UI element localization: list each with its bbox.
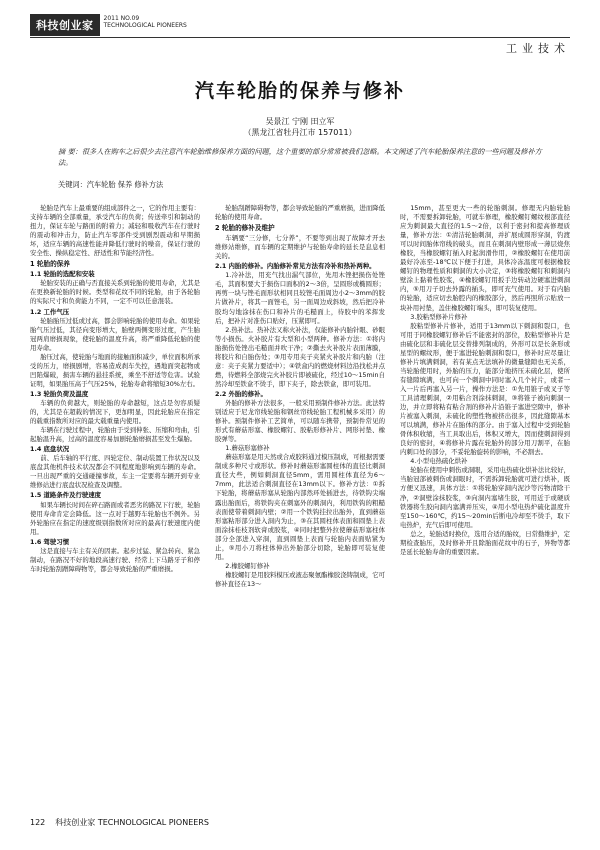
section-heading: 1.4 底盘状况: [30, 445, 70, 454]
paragraph: 蘑菇形塞是用天然或合成胶料通过模压制成，可根据需要制成多种尺寸或形状。修补时蘑菇形塞圆柱体的直径比刺洞直径大些，例如刺洞直径5mm，需用圆柱体直径为6～7mm，此法适合刺洞直径在13mm以下。修补方法：①拆下轮胎，将蘑菇形塞从轮胎内部然环处插进去，待铁钩尖端露出胎面后，将铁钩夹在刺塞外的刺洞内，利用铁钩的粗糙表面使带着刺洞内壁；②用一个铁钩挂拉出胎外，直到蘑菇形塞粘形部分进入洞内为止，③在其圆柱体表面和圆垫上表面涂抹桂枝剂软膏或胶浆，④同时把整外拉使蘑菇形塞柱体部分全部进入穿洞，直到圆垫上表面与轮胎内表面贴紧为止，⑤用小刀将柱体伸出外胎部分切除，轮胎即可装复使用。: [215, 453, 385, 561]
author-block: [0, 116, 600, 138]
page-number: 122: [30, 818, 46, 827]
paragraph: 15mm，甚至更大一些的轮胎刺洞。修理无内胎轮胎时，不需要拆卸轮胎，可就车修理，橡胶螺钉螺纹根部直径应为刺洞最大直径的1.5～2倍，以利于密封和提高修理质量，修补方法：①清洁轮胎刺洞，并扩展成圆形穿洞，钓渡可以时间胎体帘线的破头，而且在刺洞内壁形成一薄层烧焦橡胶，当橡胶螺钉插入时起润滑作用，②橡胶螺钉在使用前最好冷冻至-18℃以下便于打进，具体冷冻温度可根据橡胶螺钉的物理性质和刺洞的大小决定，③将橡胶螺钉和刺洞内壁涂上黏着性胶浆，④橡胶螺钉用扳手边转动边硬塞进刺洞内，⑤用刀子切去外露的插头，即可充气使用。对于有内胎的轮胎，适应切去胎腔内的橡胶部分，然后再照所示贴放一块补用衬垫，盖住橡胶螺钉端头，即可装复使用。: [400, 204, 570, 312]
paragraph: 轮胎胎压过低或过高，都会影响轮胎的使用寿命。如果轮胎气压过低，其径向变形增大，胎壁两侧变形过度，产生胎冠两肩磨损现象，使轮胎的温度升高，将严重降低轮胎的使用寿命。: [30, 316, 200, 352]
section-heading: 1.2 工作气压: [30, 307, 70, 316]
paragraph: 橡胶螺钉是用胶料模压或液态聚氨酯橡胶浇铸制成，它可修补直径在13～: [215, 570, 385, 588]
paragraph: 轮胎刮蹭障碍物等，都会导致轮胎的严重磨损，进而降低轮胎的使用寿命。: [215, 204, 385, 222]
section-heading: 2 轮胎的修补及维护: [215, 224, 275, 233]
paragraph: 这是直接与车主有关的因素。起步过猛、紧急转向、紧急制动，在路况不好的地段高速行驶、经常上下马路牙子和停车时轮胎刮蹭障碍物等，都会导致轮胎的严重磨损。: [30, 546, 200, 573]
paragraph: 车辆的负荷越大，则轮胎的寿命越短，这点是勿容质疑的，尤其是在超载的情况下，更加明显，因此轮胎应在指定的载重指数所对应的最大载重量内使用。: [30, 398, 200, 426]
affiliation: （黑龙江省牡丹江市 157011）: [243, 128, 357, 137]
paragraph: 2.热补法。热补法又称火补法，仅能修补内胎针眼、砂眼等小损伤。火补胶片有大型和小型两种。修补方法：①将内胎损伤处锉出毛糙面并吹干净；②撕去火补胶片表面薄膜，将胶片和自胎伤处；③用专用夹子夹紧火补胶片和内胎（注意：夹子夹紧力要适中）；④铁盒内的燃烧材料边沿找松并点燃，待燃料全部烧完火补胶片即被硫化，经过10～15min自然冷却至铁盒不烫手，即下夹子，除去铁盒，即可装用。: [215, 325, 385, 388]
section-heading: 1.5 道路条件及行驶速度: [30, 491, 102, 500]
paragraph: 4.小型电热硫化烘补: [410, 457, 468, 466]
masthead: [30, 14, 187, 36]
paragraph: 1.冷补法，用充气找出漏气部位，先用木锉把损伤处锉毛，其面积要大于损伤口面积的2～3倍，呈圆形或椭圆形；再剪一块与锉毛面形状相同且较锉毛面周边小2～3mm的胶片做补片，将其一面锉毛，另一面周边成斜坡，然后把冷补胶均匀地涂抹在伤口和补片的毛糙面上，待胶中的苯挥发后，把补片对准伤口贴好，压紧即可。: [215, 271, 385, 325]
section-heading: 1.6 驾驶习惯: [30, 537, 70, 546]
paragraph: 胎压过高，使轮胎与地面的接触面积减少，单位面积所承受的压力，磨损剧增，容易造成刹车失控，遇地面突起物或凹陷爆破，损害车辆的悬挂系统，乘坐不舒适等危害。试验证明，如果胎压高于气压25%，轮胎寿命将缩短30%左右。: [30, 352, 200, 388]
section-heading: 1.3 轮胎负荷及温度: [30, 389, 89, 398]
keywords: 关键词：汽车轮胎 保养 修补方法: [58, 180, 164, 189]
section-heading: 1 轮胎的保养: [30, 260, 70, 269]
paragraph: 轮胎安装的正确与否直接关系到轮胎的使用寿命，尤其是在更换新轮胎的时候。类型和花纹不同的轮胎，由于各轮胎的实际尺寸和负荷能力不同，一定不可以任意混装。: [30, 279, 200, 306]
column-2: [215, 204, 385, 589]
paragraph: 前、后车轴的平行度、四轮定位、制动装置工作状况以及底盘其他机件技术状况都会不同程度地影响到车辆的寿命。一旦出现严重的交通碰撞事故，车主一定要将车辆开到专业维修站进行底盘状况检查及调整。: [30, 454, 200, 490]
paragraph: 总之，轮胎适时换位，选用合适的胎纹，日常勤维护，定期检查胎压，及时修补开且除胎面花纹中的石子，异物等都是延长轮胎寿命的重要因素。: [400, 529, 570, 556]
paragraph: 轮胎是汽车上最重要的组成部件之一，它的作用主要有：支持车辆的全部重量，承受汽车的负荷；传送牵引和制动的扭力，保证车轮与路面的附着力；减轻和吸收汽车在行驶时的震动和冲击力，防止汽车零部件受到剧烈震动和早期损坏，适应车辆的高速性能并降低行驶时的噪音，保证行驶的安全性、操纵稳定性、舒适性和节能经济性。: [30, 204, 200, 258]
column-1: [30, 204, 200, 574]
header-rule: [30, 37, 570, 38]
issue-number: 2011 NO.09: [103, 15, 140, 22]
paragraph: 胶粘型修补片修补，适用于13mm以下刺洞和裂口，也可用于同橡胶螺钉修补后不能密封的部位，胶粘型修补片是由硫化层和非硫化层交替排列制成的，外形可以是长条形或星型的螺纹形，便于塞进轮胎刺洞和裂口，修补时应尽量让修补片填满刺洞，若有某点无法填补的微量缝隙也无关系，当轮胎使用时，外胎的压力，能部分地挤压未硫化层，使所有缝隙填满，也可向一个刺洞中同时塞入几个衬片，或者一入一片后再塞入另一片，操作方法是：①先用锥子或叉子等工具清理刺洞，②用粘合剂涂抹刺洞，③将锥子被向刺洞一边，并立即将粘有粘合剂的修补片沿锥子塞进空隙中，修补片被塞入刺洞，未硫化的塑性物被挤出很多，因此缝隙基本可以填满，修补片在胎体的部分。由于塞入过程中受到轮胎骨体积收缩，当工具取出后，体积又增大，因而使刺洞得到良好的密封，④将修补片露在轮胎外的部分用刀割平，在胎内刺口处的部分，不妥轮胎旋转的影响，不必割去。: [400, 321, 570, 457]
abstract: 摘 要：很多人在购车之后很少去注意汽车轮胎维修保养方面的问题，这个重要的部分常常被我们忽略。本文阐述了汽车轮胎保养注意的一些问题及修补方法。: [58, 147, 542, 167]
column-3: [400, 204, 570, 557]
paragraph: 1.蘑菇形塞修补: [225, 444, 270, 453]
paragraph: 外胎的修补方法很多，一般采用预制件修补方法。此法特别适应于尼龙帘线轮胎和钢丝帘线轮胎工程机械多采用）的修补。预制件修补工艺简单，可以随车携带，预制件常见的形式有蘑菇形塞、橡胶螺钉、胶粘形修补片、网形衬垫、橡胶弹等。: [215, 398, 385, 444]
paragraph: 3.胶粘型修补片修补: [410, 312, 468, 321]
masthead-english: TECHNOLOGICAL PIONEERS: [103, 22, 187, 29]
paragraph: 车辆要“三分修，七分养”，不要等到出现了故障才开去维修站维修，而车辆的定期维护与轮胎寿命的延长是息息相关的。: [215, 234, 385, 261]
authors: 吴景江 宁刚 田立军: [265, 117, 335, 126]
section-label: 工业技术: [506, 42, 570, 55]
paragraph: 如果车辆长时间在碎石路面或者恶劣的路况下行驶，轮胎使用寿命肯定会降低。这一点对于越野车轮胎也不例外。另外轮胎应在指定的速度级别指数所对应的最高行驶速度内使用。: [30, 500, 200, 536]
masthead-sub: [104, 15, 187, 29]
section-heading: 1.1 轮胎的选配和安装: [30, 270, 95, 279]
paragraph: 2.橡胶螺钉修补: [225, 561, 270, 570]
article-title: 汽车轮胎的保养与修补: [194, 80, 405, 102]
footer-brand: 科技创业家 TECHNOLOGICAL PIONEERS: [55, 818, 209, 827]
section-heading: 2.1 内胎的修补。内胎修补常见方法有冷补和热补两种。: [215, 262, 376, 271]
page-footer: [30, 817, 209, 828]
section-heading: 2.2 外胎的修补。: [215, 389, 267, 398]
paragraph: 车辆在行驶过程中，轮胎由于受到伸张、压缩和弯曲，引起胎温升高，过高的温度容易加剧轮胎磨损甚至发生爆胎。: [30, 426, 200, 444]
paragraph: 轮胎在使用中刺伤或洞眼，采用电热硫化烘补法比较好，当胎冠部被刺伤或洞眼时，不需拆卸轮胎就可进行烘补，既方便又迅速，具体方法：①将轮胎穿洞内泥沙等污物清除干净，②洞壁涂抹胶浆，③向洞内塞堵生胶，可用近于或硬质铁器将生胶向洞内塞满并压实，④用小型电热炉硫化温度升至150～160℃，约15～20min后断电冷却至不烫手，取下电热炉，充气后即可使用。: [400, 466, 570, 529]
masthead-logo: 科技创业家: [30, 14, 100, 36]
